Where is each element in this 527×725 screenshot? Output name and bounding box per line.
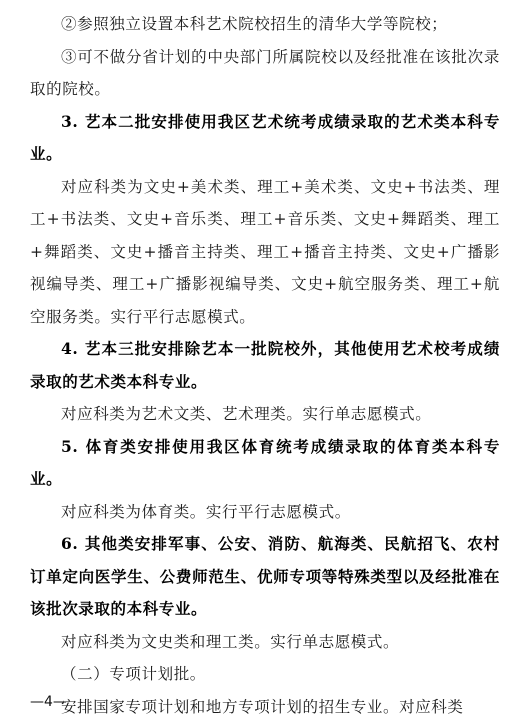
paragraph-special-plan: 安排国家专项计划和地方专项计划的招生专业。对应科类 — [61, 697, 464, 716]
document-body — [30, 8, 500, 723]
paragraph-item-2: ②参照独立设置本科艺术院校招生的清华大学等院校； — [61, 15, 448, 33]
paragraph-other: 对应科类为文史类和理工类。实行单志愿模式。 — [61, 632, 400, 651]
paragraph-sports: 对应科类为体育类。实行平行志愿模式。 — [61, 502, 351, 521]
subsection-heading-special: （二）专项计划批。 — [61, 665, 206, 683]
paragraph-art-batch-2: 对应科类为文史+美术类、理工+美术类、文史+书法类、理工+书法类、文史+音乐类、理工+音乐类、文史+舞蹈类、理工+舞蹈类、文史+播音主持类、理工+播音主持类、文史+广播影视编导类、理工+广播影视编导类、文史+航空服务类、理工+航空服务类。实行平行志愿模式。 — [30, 177, 500, 326]
section-heading-5: 5. 体育类安排使用我区体育统考成绩录取的体育类本科专业。 — [30, 436, 500, 488]
paragraph-art-batch-3: 对应科类为艺术文类、艺术理类。实行单志愿模式。 — [61, 405, 432, 423]
section-heading-6: 6. 其他类安排军事、公安、消防、航海类、民航招飞、农村订单定向医学生、公费师范生、优师专项等特殊类型以及经批准在该批次录取的本科专业。 — [30, 534, 500, 618]
section-heading-3: 3. 艺本二批安排使用我区艺术统考成绩录取的艺术类本科专业。 — [30, 111, 500, 163]
paragraph-item-3: ③可不做分省计划的中央部门所属院校以及经批准在该批次录取的院校。 — [30, 47, 500, 98]
page-number: —4— — [30, 694, 67, 710]
section-heading-4: 4. 艺本三批安排除艺本一批院校外，其他使用艺术校考成绩录取的艺术类本科专业。 — [30, 339, 500, 391]
